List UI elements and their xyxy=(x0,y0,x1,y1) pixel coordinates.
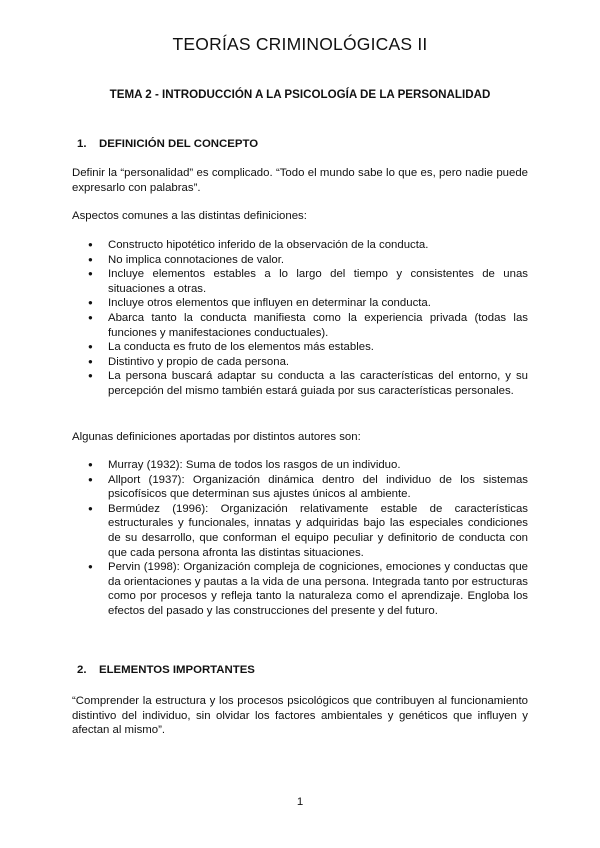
document-title: TEORÍAS CRIMINOLÓGICAS II xyxy=(172,34,428,54)
section-1-title: DEFINICIÓN DEL CONCEPTO xyxy=(99,138,259,150)
list-item: ● Incluye otros elementos que influyen en determinar la conducta. xyxy=(72,296,528,311)
list-item: ● Bermúdez (1996): Organización relativamente estable de características estructurales y funcionales, innatas y adquiridas bajo las especiales condiciones de su desarrollo, que conforman el equipo peculiar y definitorio de conducta con que cada persona afronta las distintas situaciones. xyxy=(72,502,528,560)
section-1-intro: Definir la “personalidad” es complicado. “Todo el mundo sabe lo que es, pero nadie puede expresarlo con palabras”. xyxy=(72,167,528,194)
page-number: 1 xyxy=(296,796,304,808)
list-item: ● Distintivo y propio de cada persona. xyxy=(72,355,528,370)
list-item: ● La persona buscará adaptar su conducta a las características del entorno, y su percepción del mismo también estará guiada por sus características personales. xyxy=(72,369,528,398)
list-item: ● Allport (1937): Organización dinámica dentro del individuo de los sistemas psicofísicos que determinan sus ajustes únicos al ambiente. xyxy=(72,473,528,502)
definitions-list xyxy=(72,458,528,619)
definitions-intro: Algunas definiciones aportadas por distintos autores son: xyxy=(72,431,361,443)
aspects-intro: Aspectos comunes a las distintas definiciones: xyxy=(72,210,307,222)
list-item: ● Constructo hipotético inferido de la observación de la conducta. xyxy=(72,238,528,253)
aspects-list xyxy=(72,238,528,399)
list-item: ● La conducta es fruto de los elementos más estables. xyxy=(72,340,528,355)
section-2-quote: “Comprender la estructura y los procesos psicológicos que contribuyen al funcionamiento distintivo del individuo, sin olvidar los factores ambientales y genéticos que influyen y afectan al mismo”. xyxy=(72,695,528,737)
section-1-number: 1. xyxy=(77,138,87,150)
list-item: ● Pervin (1998): Organización compleja de cogniciones, emociones y conductas que da orientaciones y pautas a la vida de una persona. Integrada tanto por estructuras como por procesos y refleja tanto la naturaleza como el aprendizaje. Engloba los efectos del pasado y las construcciones del presente y del futuro. xyxy=(72,560,528,618)
topic-title: TEMA 2 - INTRODUCCIÓN A LA PSICOLOGÍA DE LA PERSONALIDAD xyxy=(109,88,491,101)
list-item: ● No implica connotaciones de valor. xyxy=(72,253,528,268)
section-2-heading xyxy=(72,664,255,676)
section-1-heading xyxy=(72,138,258,150)
list-item: ● Abarca tanto la conducta manifiesta como la experiencia privada (todas las funciones y manifestaciones conductuales). xyxy=(72,311,528,340)
section-2-title: ELEMENTOS IMPORTANTES xyxy=(99,664,255,676)
section-2-number: 2. xyxy=(77,664,87,676)
list-item: ● Murray (1932): Suma de todos los rasgos de un individuo. xyxy=(72,458,528,473)
list-item: ● Incluye elementos estables a lo largo del tiempo y consistentes de unas situaciones a otras. xyxy=(72,267,528,296)
